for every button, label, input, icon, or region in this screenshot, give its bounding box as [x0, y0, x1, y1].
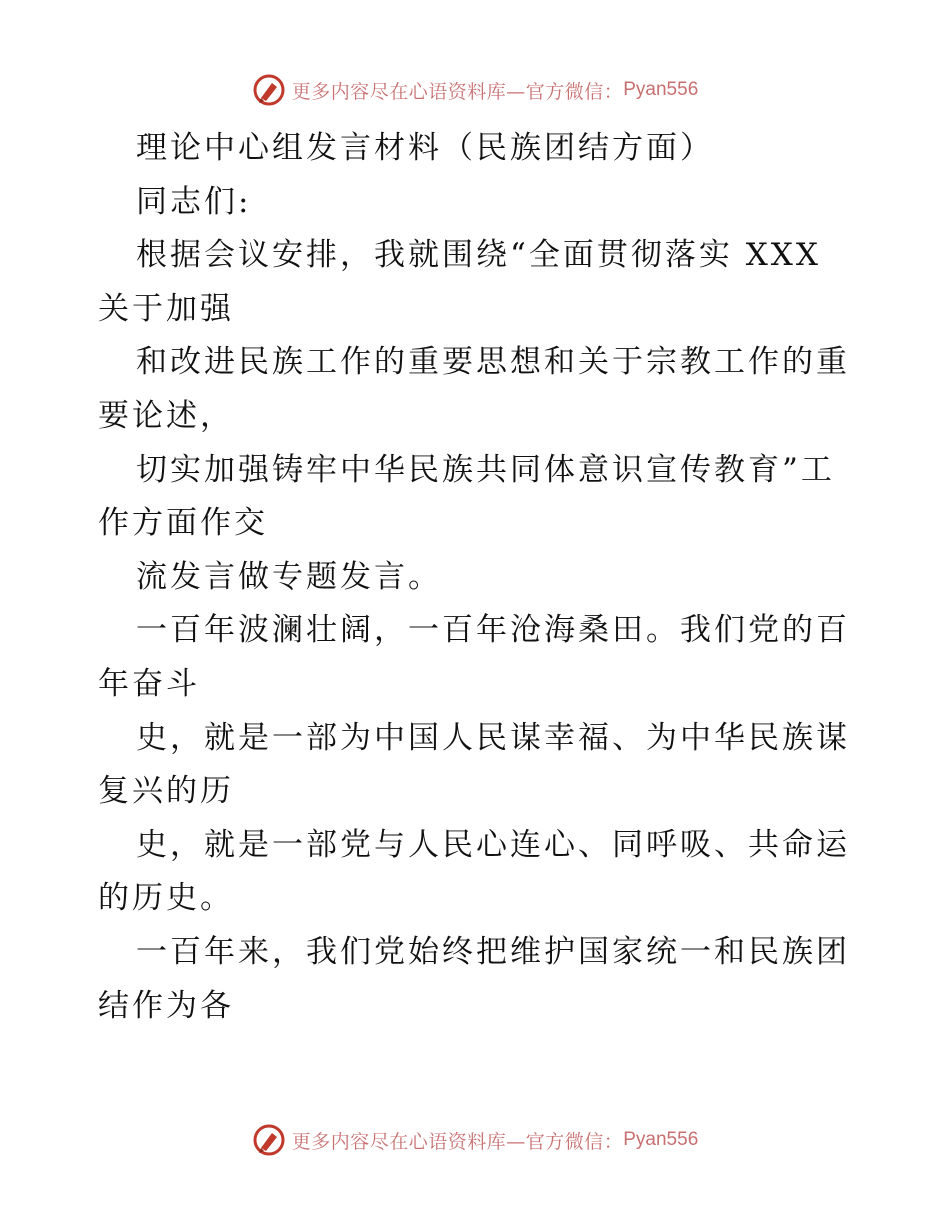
paragraph-line: 年奋斗 — [98, 665, 200, 702]
footer-banner — [0, 1120, 950, 1160]
salutation: 同志们: — [136, 183, 252, 220]
paragraph-line: 一百年来，我们党始终把维护国家统一和民族团 — [136, 933, 850, 970]
paragraph-line: 关于加强 — [98, 290, 234, 327]
pen-logo-icon — [252, 1123, 286, 1157]
paragraph-line: 流发言做专题发言。 — [136, 558, 442, 595]
paragraph-line: 的历史。 — [98, 880, 234, 917]
header-banner — [0, 70, 950, 110]
paragraph-line: 一百年波澜壮阔，一百年沧海桑田。我们党的百 — [136, 612, 850, 649]
paragraph-line: 史，就是一部党与人民心连心、同呼吸、共命运 — [136, 826, 850, 863]
paragraph-line: 结作为各 — [98, 987, 234, 1024]
pen-logo-icon — [252, 73, 286, 107]
paragraph-line: 和改进民族工作的重要思想和关于宗教工作的重 — [136, 344, 850, 381]
paragraph-line: 作方面作交 — [98, 505, 268, 542]
paragraph-line: 切实加强铸牢中华民族共同体意识宣传教育”工 — [136, 451, 835, 488]
banner-text: 更多内容尽在心语资料库—官方微信： — [291, 80, 624, 103]
paragraph-line: 复兴的历 — [98, 773, 234, 810]
document-title: 理论中心组发言材料（民族团结方面） — [136, 130, 714, 166]
document-body — [98, 122, 858, 1033]
paragraph-line: 根据会议安排，我就围绕“全面贯彻落实 XXX — [136, 237, 821, 274]
paragraph-line: 史，就是一部为中国人民谋幸福、为中华民族谋 — [136, 719, 850, 756]
paragraph-line: 要论述， — [98, 397, 234, 434]
banner-wechat-id: Pyan556 — [623, 79, 699, 100]
banner-wechat-id: Pyan556 — [623, 1129, 699, 1150]
banner-text: 更多内容尽在心语资料库—官方微信： — [291, 1130, 624, 1153]
